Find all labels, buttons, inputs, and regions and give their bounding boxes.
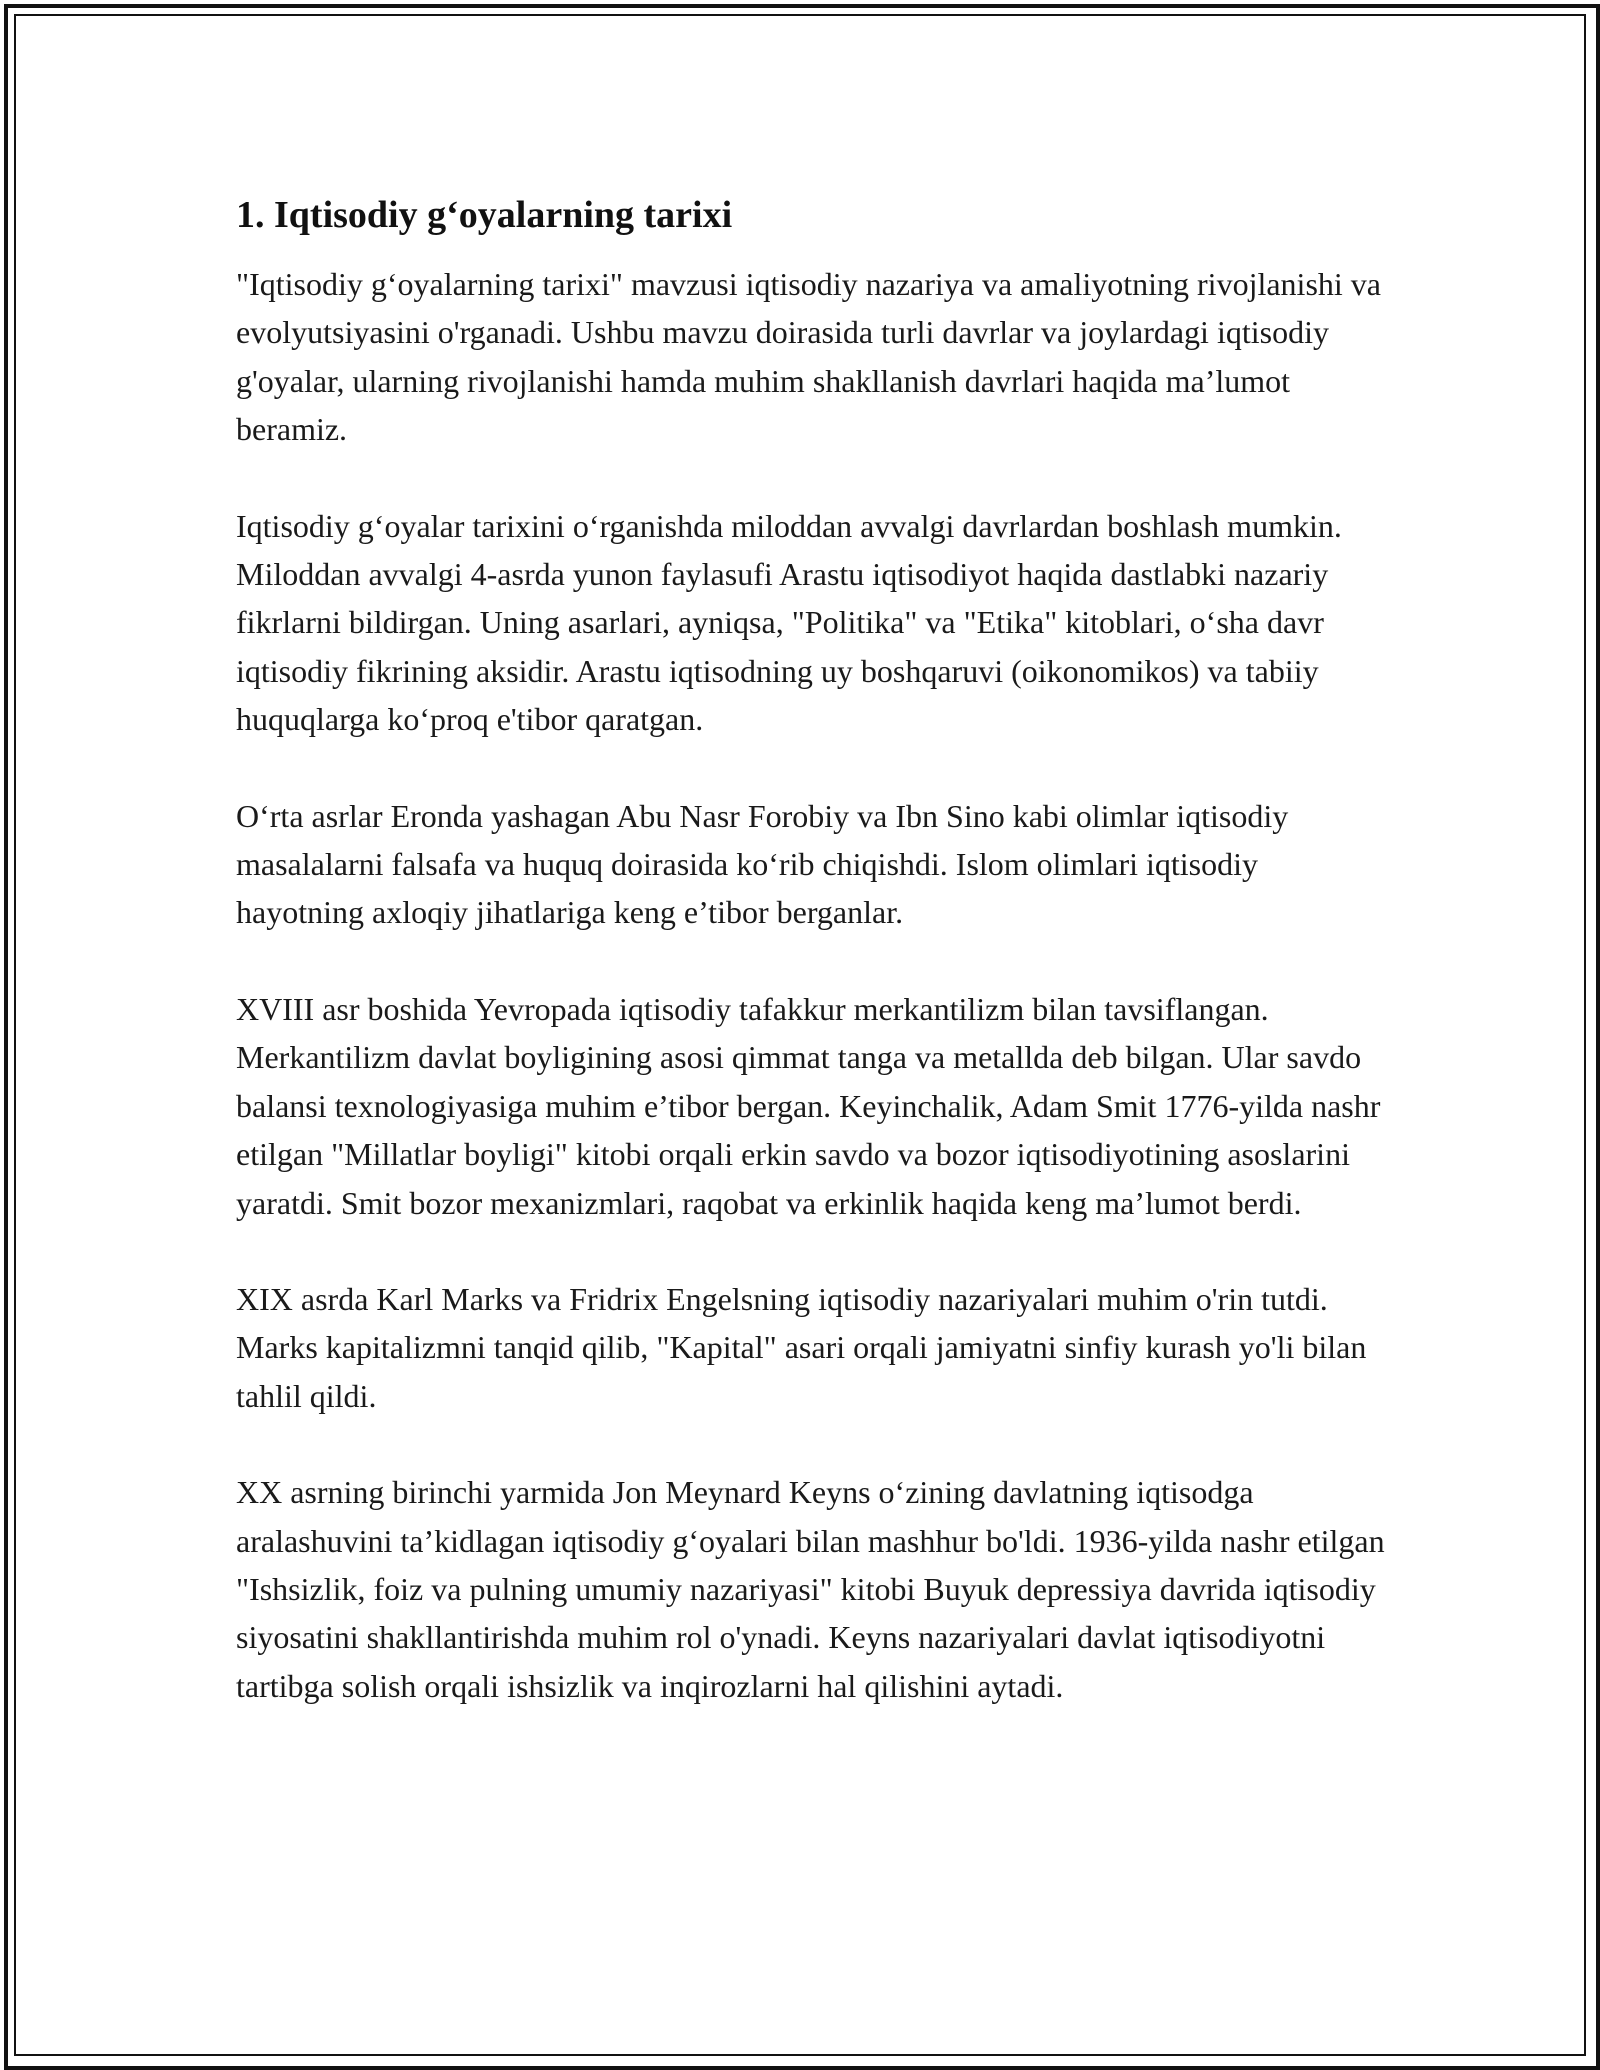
paragraph-19th-century: XIX asrda Karl Marks va Fridrix Engelsning iqtisodiy nazariyalari muhim o'rin tutdi. Marks kapitalizmni tanqid qilib, "Kapital" asari orqali jamiyatni sinfiy kurash yo'li bilan tahlil qildi. [236,1280,1367,1414]
paragraph-20th-century: XX asrning birinchi yarmida Jon Meynard Keyns o‘zining davlatning iqtisodga aralashuvini ta’kidlagan iqtisodiy g‘oyalari bilan mashhur bo'ldi. 1936-yilda nashr etilgan "Ishsizlik, foiz va pulning umumiy nazariyasi" kitobi Buyuk depressiya davrida iqtisodiy siyosatini shakllantirishda muhim rol o'ynadi. Keyns nazariyalari davlat iqtisodiyotni tartibga solish orqali ishsizlik va inqirozlarni hal qilishini aytadi. [236,1474,1385,1704]
paragraph-ancient: Iqtisodiy g‘oyalar tarixini o‘rganishda miloddan avvalgi davrlardan boshlash mumkin. Miloddan avvalgi 4-asrda yunon faylasufi Arastu iqtisodiyot haqida dastlabki nazariy fikrlarni bildirgan. Uning asarlari, ayniqsa, "Politika" va "Etika" kitoblari, o‘sha davr iqtisodiy fikrining aksidir. Arastu iqtisodning uy boshqaruvi (oikonomikos) va tabiiy huquqlarga ko‘proq e'tibor qaratgan. [236,507,1342,738]
paragraph-intro: "Iqtisodiy g‘oyalarning tarixi" mavzusi iqtisodiy nazariya va amaliyotning rivojlanishi va evolyutsiyasini o'rganadi. Ushbu mavzu doirasida turli davrlar va joylardagi iqtisodiy g'oyalar, ularning rivojlanishi hamda muhim shakllanish davrlari haqida ma’lumot beramiz. [236,266,1381,448]
paragraph-medieval: O‘rta asrlar Eronda yashagan Abu Nasr Forobiy va Ibn Sino kabi olimlar iqtisodiy masalalarni falsafa va huquq doirasida ko‘rib chiqishdi. Islom olimlari iqtisodiy hayotning axloqiy jihatlariga keng e’tibor berganlar. [236,797,1289,931]
section-heading: 1. Iqtisodiy g‘oyalarning tarixi [236,194,733,236]
paragraph-18th-century: XVIII asr boshida Yevropada iqtisodiy tafakkur merkantilizm bilan tavsiflangan. Merkantilizm davlat boyligining asosi qimmat tanga va metallda deb bilgan. Ular savdo balansi texnologiyasiga muhim e’tibor bergan. Keyinchalik, Adam Smit 1776-yilda nashr etilgan "Millatlar boyligi" kitobi orqali erkin savdo va bozor iqtisodiyotining asoslarini yaratdi. Smit bozor mexanizmlari, raqobat va erkinlik haqida keng ma’lumot berdi. [236,990,1381,1221]
document-body [236,190,1386,1758]
